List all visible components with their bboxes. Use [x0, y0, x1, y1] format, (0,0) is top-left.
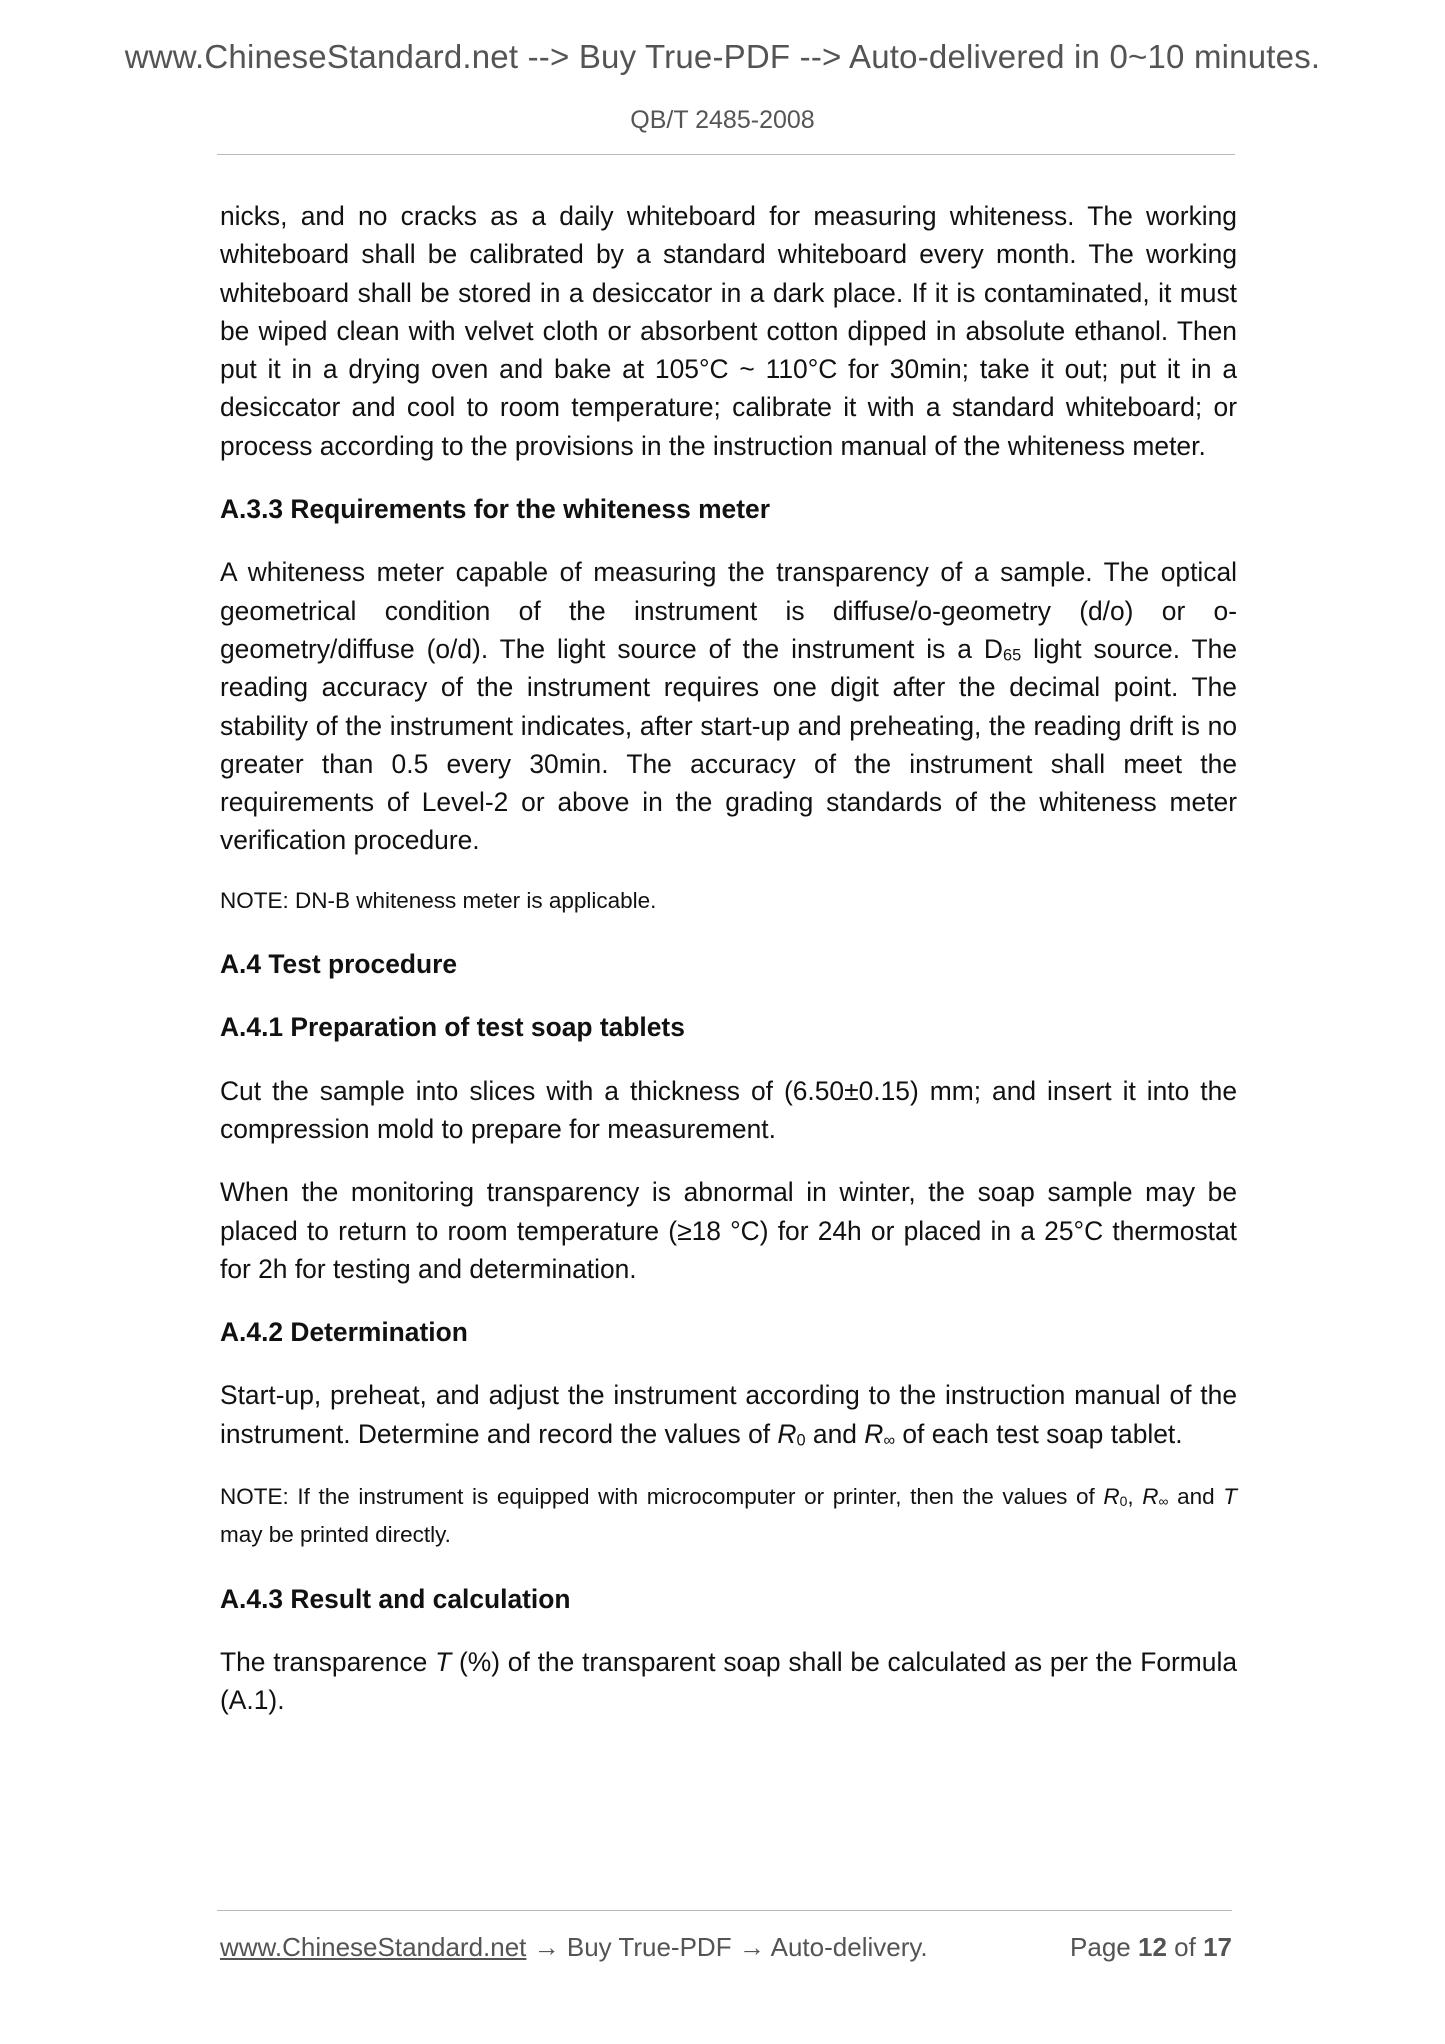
heading-a4: A.4 Test procedure [220, 949, 458, 980]
text-segment: NOTE: If the instrument is equipped with microcomputer or printer, then the values of [220, 1484, 1104, 1510]
subscript-0: 0 [796, 1431, 806, 1450]
arrow-icon: → [533, 1932, 560, 1962]
arrow-icon: → [738, 1932, 765, 1962]
text-segment: Start-up, preheat, and adjust the instrument according to the instruction manual of the instrument. Determine and record the values of [220, 1380, 1237, 1449]
footer-divider [217, 1910, 1232, 1911]
text-segment: and [805, 1418, 865, 1449]
symbol-r: R [777, 1418, 797, 1449]
symbol-r: R [1142, 1484, 1159, 1510]
footer-site-link[interactable]: www.ChineseStandard.net [220, 1932, 527, 1962]
page-current: 12 [1138, 1932, 1167, 1962]
text-segment: light source. The reading accuracy of the instrument requires one digit after the decimal point. The stability of the instrument indicates, after start-up and preheating, the reading drift is no greater than 0.5 every 30min. The accuracy of the instrument shall meet the requirements of Level-2 or above in the grading standards of the whiteness meter verification procedure. [220, 633, 1237, 856]
heading-a41: A.4.1 Preparation of test soap tablets [220, 1012, 685, 1043]
paragraph-working-whiteboard: nicks, and no cracks as a daily whiteboard for measuring whiteness. The working whiteboard shall be calibrated by a standard whiteboard every month. The working whiteboard shall be stored in a desiccator in a dark place. If it is contaminated, it must be wiped clean with velvet cloth or absorbent cotton dipped in absolute ethanol. Then put it in a drying oven and bake at 105°C ~ 110°C for 30min; take it out; put it in a desiccator and cool to room temperature; calibrate it with a standard whiteboard; or process according to the provisions in the instruction manual of the whiteness meter. [220, 201, 1237, 461]
symbol-r: R [1103, 1484, 1120, 1510]
page-content [220, 197, 1237, 1745]
page-number [1070, 1929, 1232, 1965]
subscript-65: 65 [1003, 646, 1022, 665]
source-banner: www.ChineseStandard.net --> Buy True-PDF --> Auto-delivered in 0~10 minutes. [124, 38, 1321, 75]
page-of-label: of [1174, 1932, 1196, 1962]
text-segment: A whiteness meter capable of measuring the transparency of a sample. The optical geometrical condition of the instrument is diffuse/o-geometry (d/o) or o-geometry/diffuse (o/d). The light source of the instrument is a D [220, 557, 1237, 664]
paragraph-transparence [220, 1643, 1237, 1720]
footer-buy-text: Buy True-PDF [566, 1932, 732, 1962]
page-label: Page [1070, 1932, 1131, 1962]
paragraph-determination [220, 1376, 1237, 1453]
text-segment: and [1168, 1484, 1224, 1510]
symbol-t: T [1223, 1484, 1237, 1510]
page-total: 17 [1203, 1932, 1232, 1962]
page-footer [220, 1929, 1232, 1965]
subscript-infinity: ∞ [883, 1431, 896, 1450]
subscript-0: 0 [1119, 1493, 1128, 1510]
subscript-infinity: ∞ [1158, 1493, 1169, 1510]
heading-a33: A.3.3 Requirements for the whiteness meter [220, 494, 770, 525]
heading-a43: A.4.3 Result and calculation [220, 1583, 571, 1614]
text-segment: The transparence [220, 1646, 436, 1677]
note-printer [220, 1478, 1237, 1555]
header-divider [217, 154, 1235, 155]
symbol-r: R [864, 1418, 884, 1449]
footer-delivery-text: Auto-delivery. [770, 1932, 928, 1962]
note-dn-b: NOTE: DN-B whiteness meter is applicable. [220, 887, 657, 913]
symbol-t: T [435, 1646, 452, 1677]
paragraph-cut-sample: Cut the sample into slices with a thickness of (6.50±0.15) mm; and insert it into the compression mold to prepare for measurement. [220, 1075, 1237, 1144]
paragraph-whiteness-meter [220, 553, 1237, 859]
text-segment: (%) of the transparent soap shall be calculated as per the Formula (A.1). [220, 1646, 1237, 1716]
standard-code: QB/T 2485-2008 [630, 106, 815, 134]
text-segment: of each test soap tablet. [895, 1418, 1183, 1449]
paragraph-winter: When the monitoring transparency is abnormal in winter, the soap sample may be placed to return to room temperature (≥18 °C) for 24h or placed in a 25°C thermostat for 2h for testing and determination. [220, 1177, 1237, 1284]
heading-a42: A.4.2 Determination [220, 1317, 468, 1348]
text-segment: , [1127, 1484, 1143, 1510]
text-segment: may be printed directly. [220, 1522, 451, 1548]
